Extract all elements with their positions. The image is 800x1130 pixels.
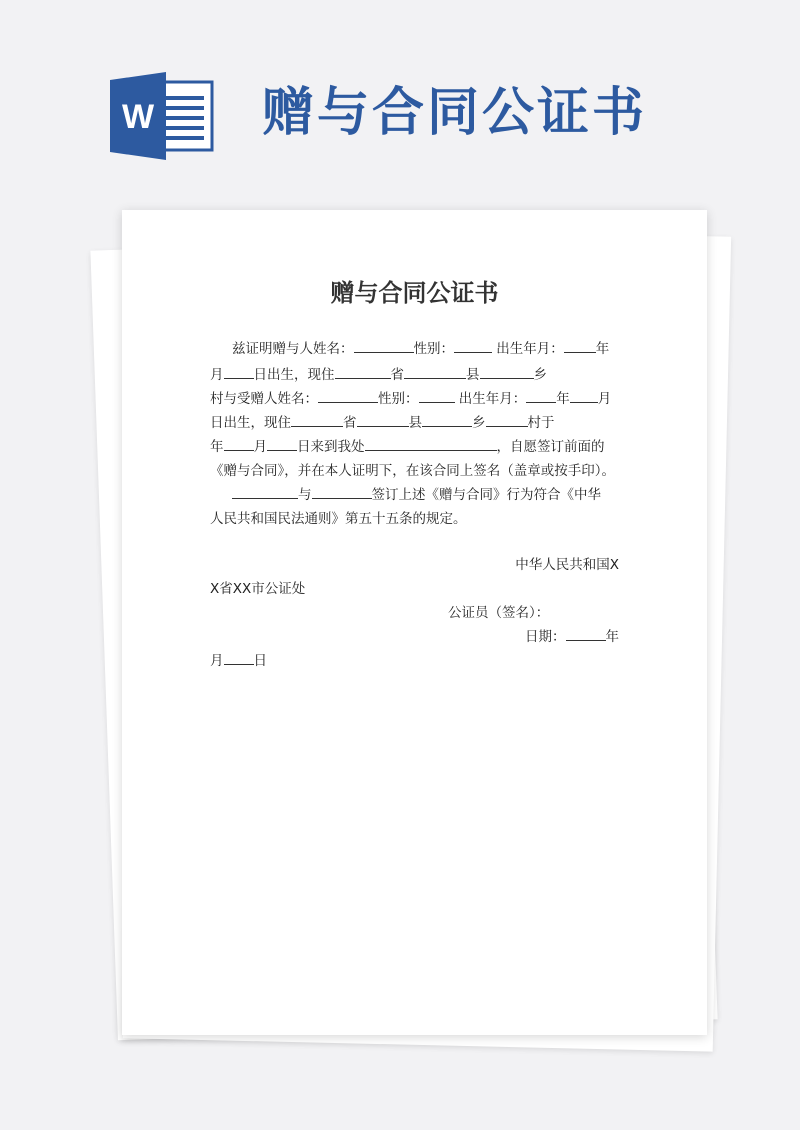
text-donor-name-label: 兹证明赠与人姓名： bbox=[232, 341, 354, 357]
paragraph-line-7 bbox=[232, 484, 601, 506]
paragraph-line-6 bbox=[210, 460, 615, 482]
blank-donee-birth-month bbox=[570, 388, 598, 403]
text-country: 中华人民共和国X bbox=[515, 557, 619, 573]
blank-donee-name bbox=[318, 388, 378, 403]
blank-donee-province bbox=[291, 412, 343, 427]
blank-donor-township bbox=[480, 364, 534, 379]
text-and: 与 bbox=[298, 487, 312, 503]
text-birth-label: 出生年月： bbox=[458, 391, 527, 407]
blank-donor-county bbox=[404, 364, 466, 379]
header-banner bbox=[0, 0, 800, 200]
blank-date-year bbox=[566, 626, 606, 641]
blank-donee-gender bbox=[419, 388, 455, 403]
text-birth-label: 出生年月： bbox=[496, 341, 564, 357]
blank-donor-province bbox=[335, 364, 391, 379]
blank-donor-gender bbox=[454, 338, 492, 353]
text-village-unit: 村于 bbox=[527, 415, 555, 431]
word-document-icon bbox=[110, 72, 216, 160]
blank-donee-township bbox=[422, 412, 472, 427]
notary-office-line bbox=[210, 578, 305, 600]
text-notary-signature: 公证员（签名）： bbox=[448, 605, 550, 621]
blank-party-a bbox=[232, 484, 298, 499]
header-title: 赠与合同公证书 bbox=[262, 83, 648, 143]
text-gender-label: 性别： bbox=[413, 341, 454, 357]
text-gender-label: 性别： bbox=[378, 391, 419, 407]
text-born-residence: 日出生，现住 bbox=[210, 415, 291, 431]
text-year-unit: 年 bbox=[595, 341, 610, 357]
paragraph-line-4 bbox=[210, 412, 555, 434]
blank-donee-county bbox=[357, 412, 409, 427]
text-month-unit: 月 bbox=[210, 653, 224, 669]
word-logo-letter: W bbox=[121, 98, 155, 136]
paragraph-line-5 bbox=[210, 436, 605, 458]
document-page bbox=[122, 210, 707, 1035]
text-province-unit: 省 bbox=[390, 367, 404, 383]
blank-donor-birth-month bbox=[224, 364, 254, 379]
blank-donee-village bbox=[486, 412, 528, 427]
text-month-unit: 月 bbox=[210, 367, 224, 383]
text-contract-signature: 《赠与合同》，并在本人证明下，在该合同上签名（盖章或按手印）。 bbox=[210, 463, 615, 479]
text-conforms: 签订上述《赠与合同》行为符合《中华 bbox=[371, 487, 601, 503]
paragraph-line-2 bbox=[210, 364, 547, 386]
blank-date-month bbox=[224, 650, 254, 665]
blank-donor-name bbox=[354, 338, 414, 353]
text-province-unit: 省 bbox=[343, 415, 357, 431]
date-line-2 bbox=[210, 650, 267, 672]
notary-country-line bbox=[515, 554, 619, 576]
text-township-unit: 乡 bbox=[472, 415, 486, 431]
text-law-article: 人民共和国民法通则》第五十五条的规定。 bbox=[210, 511, 467, 527]
text-visit-label: 日来到我处 bbox=[297, 439, 365, 455]
text-day-unit: 日 bbox=[253, 653, 267, 669]
blank-visit-year bbox=[224, 436, 254, 451]
document-title: 赠与合同公证书 bbox=[330, 279, 499, 307]
notary-signature-line bbox=[448, 602, 549, 624]
text-donee-name-label: 村与受赠人姓名： bbox=[210, 391, 318, 407]
blank-notary-office bbox=[365, 436, 497, 451]
text-year-unit: 年 bbox=[210, 439, 224, 455]
blank-donee-birth-year bbox=[526, 388, 556, 403]
text-month-unit: 月 bbox=[253, 439, 267, 455]
text-county-unit: 县 bbox=[408, 415, 422, 431]
paragraph-line-3 bbox=[210, 388, 611, 410]
text-year-unit: 年 bbox=[556, 391, 570, 407]
text-month-unit: 月 bbox=[597, 391, 612, 407]
blank-visit-month bbox=[267, 436, 297, 451]
text-sign-agreement: ，自愿签订前面的 bbox=[496, 439, 605, 455]
blank-party-b bbox=[312, 484, 372, 499]
text-notary-office: X省XX市公证处 bbox=[210, 581, 306, 597]
text-date-label: 日期： bbox=[525, 629, 566, 645]
text-year-unit: 年 bbox=[605, 629, 619, 645]
text-township-unit: 乡 bbox=[533, 367, 547, 383]
text-county-unit: 县 bbox=[466, 367, 480, 383]
date-line bbox=[525, 626, 619, 648]
text-born-residence: 日出生，现住 bbox=[253, 367, 335, 383]
paragraph-line-1 bbox=[232, 338, 609, 360]
paragraph-line-8 bbox=[210, 508, 467, 530]
blank-donor-birth-year bbox=[564, 338, 596, 353]
